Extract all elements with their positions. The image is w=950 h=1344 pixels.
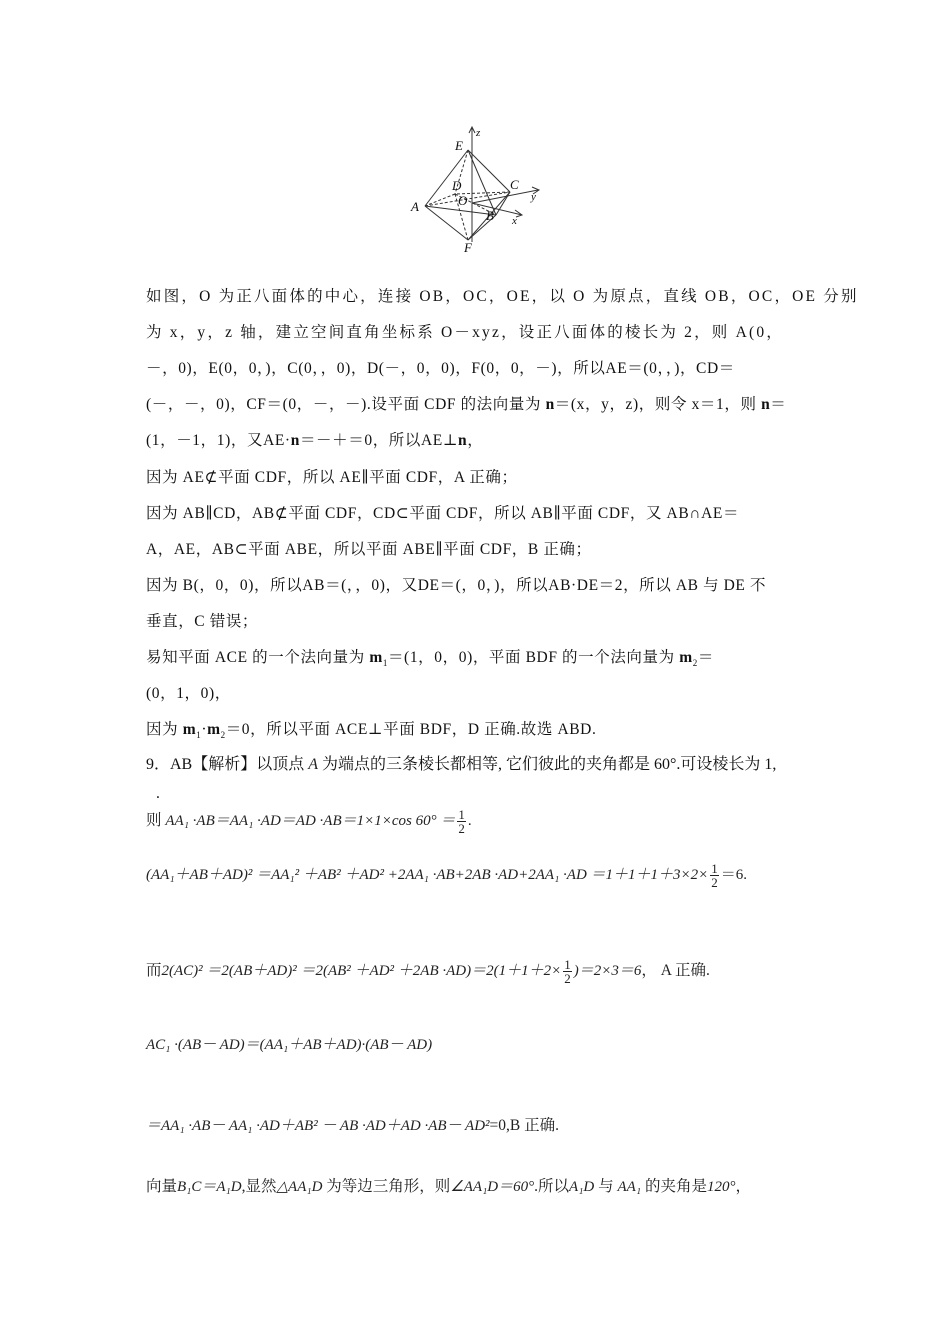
- label-z: z: [476, 127, 481, 139]
- text-part: ,显然: [241, 1178, 277, 1195]
- math-prefix: 则: [146, 812, 166, 829]
- math-line-4: AC₁ ·(AB－ AD)＝(AA₁＋AB＋AD)·(AB－ AD): [146, 1037, 433, 1053]
- text-part: 与: [594, 1178, 618, 1195]
- vector-m: m: [679, 649, 693, 666]
- label-y: y: [531, 191, 536, 203]
- fraction-half: [563, 958, 572, 985]
- line13-part: ＝0，所以平面 ACE⊥平面 BDF，D 正确.故选 ABD.: [225, 721, 597, 738]
- solution-line-6: 因为 AE⊄平面 CDF，所以 AE∥平面 CDF，A 正确；: [146, 469, 518, 486]
- solution-line-11: [146, 647, 811, 674]
- math-line-2: [146, 862, 811, 889]
- solution-line-10: 垂直，C 错误；: [146, 613, 259, 630]
- subscript: 1: [382, 658, 388, 669]
- label-A: A: [411, 199, 419, 214]
- math-expression: (AA₁＋AB＋AD)² ＝AA₁² ＋AB² ＋AD² +2AA₁ ·AB+2AB ·AD+2AA₁ ·AD ＝1＋1＋1＋3×2×: [146, 866, 709, 883]
- math-suffix: ＝6.: [720, 866, 748, 883]
- vector-n: n: [545, 396, 555, 413]
- text-part: .所以: [534, 1178, 570, 1195]
- edge-EC: [468, 150, 510, 192]
- fraction-numerator: 1: [564, 957, 571, 973]
- math-part: ∠AA₁D＝60°: [450, 1179, 535, 1195]
- stray-dot: .: [156, 785, 160, 802]
- fraction-half: [457, 808, 466, 835]
- fraction-half: [710, 862, 719, 889]
- label-C: C: [510, 177, 519, 192]
- text-part: 为等边三角形，则: [322, 1178, 451, 1195]
- math-line-5: [146, 1113, 811, 1135]
- octahedron-diagram: [400, 122, 560, 257]
- math-part: △AA₁D: [276, 1179, 323, 1195]
- math-suffix: .: [467, 813, 472, 829]
- dot: ·: [201, 721, 208, 738]
- solution-line-9: 因为 B(，0，0)，所以AB＝(，，0)，又DE＝(，0，)，所以AB·DE＝2，所以 AB 与 DE 不: [146, 577, 767, 594]
- label-F: F: [464, 240, 472, 255]
- problem-9-heading: [146, 754, 811, 776]
- math-suffix: =0,B 正确.: [489, 1117, 560, 1134]
- math-prefix: 而: [146, 962, 162, 979]
- fraction-numerator: 1: [711, 861, 718, 876]
- line4-part: (－，－，0)，CF＝(0，－，－).设平面 CDF 的法向量为: [146, 396, 546, 413]
- line14-part: 9．AB【解析】以顶点: [146, 756, 309, 773]
- fraction-numerator: 1: [458, 807, 465, 823]
- solution-line-5: [146, 430, 811, 452]
- vector-n: n: [458, 432, 468, 449]
- line4-part: ＝: [770, 396, 787, 413]
- solution-line-2: 为 x，y，z 轴，建立空间直角坐标系 O－xyz，设正八面体的棱长为 2，则 A(0，: [146, 324, 784, 341]
- math-line-3: [146, 958, 811, 985]
- math-part: AA₁: [617, 1179, 642, 1195]
- math-part: B₁C＝A₁D: [177, 1179, 242, 1195]
- math-expression: 2(AC)² ＝2(AB＋AD)² ＝2(AB² ＋AD² ＋2AB ·AD)＝2(1＋1＋2×: [161, 963, 562, 979]
- label-x: x: [512, 215, 517, 227]
- subscript: 2: [692, 658, 698, 669]
- label-E: E: [455, 138, 463, 153]
- solution-line-4: [146, 394, 811, 416]
- solution-line-12: (0，1，0)，: [146, 685, 231, 702]
- solution-line-1: 如图，O 为正八面体的中心，连接 OB，OC，OE，以 O 为原点，直线 OB，OC，OE 分别: [146, 288, 859, 305]
- text-part: 的夹角是: [641, 1178, 707, 1195]
- octahedron-figure: [400, 122, 560, 257]
- vector-m: m: [182, 721, 197, 738]
- fraction-denominator: 2: [458, 821, 465, 837]
- solution-line-3: －，0)，E(0，0，)，C(0，，0)，D(－，0，0)，F(0，0，－)，所以AE＝(0，，)，CD＝: [146, 360, 735, 377]
- math-expression: ＝AA₁ ·AB－ AA₁ ·AD＋AB² － AB ·AD＋AD ·AB－ AD²: [146, 1118, 490, 1134]
- math-expression: )＝2×3＝6: [573, 963, 642, 979]
- text-part: 向量: [146, 1178, 178, 1195]
- line4-part: ＝(x，y，z)，则令 x＝1，则: [554, 396, 762, 413]
- vector-m: m: [369, 649, 383, 666]
- math-line-6: [146, 1174, 811, 1196]
- solution-line-8: A，AE，AB⊂平面 ABE，所以平面 ABE∥平面 CDF，B 正确；: [146, 541, 592, 558]
- subscript: 1: [196, 730, 202, 741]
- vector-n: n: [290, 432, 300, 449]
- fraction-denominator: 2: [711, 875, 718, 890]
- line11-part: ＝: [697, 649, 714, 666]
- solution-line-13: [146, 719, 811, 746]
- line5-part: ＝－＋＝0，所以AE⊥: [299, 432, 459, 449]
- text-part: ，: [735, 1178, 751, 1195]
- line5-part: (1，－1，1)，又AE·: [146, 432, 291, 449]
- vector-n: n: [761, 396, 771, 413]
- edge-AC: [425, 192, 510, 206]
- math-part: A₁D: [569, 1179, 595, 1195]
- point-A: A: [308, 756, 319, 773]
- math-expression: AA₁ ·AB＝AA₁ ·AD＝AD ·AB＝1×1×cos 60° ＝: [165, 813, 456, 829]
- math-part: 120°: [706, 1179, 736, 1195]
- label-O: O: [458, 193, 468, 208]
- math-line-1: [146, 808, 811, 835]
- math-suffix: ， A 正确.: [641, 962, 710, 979]
- solution-line-7: 因为 AB∥CD，AB⊄平面 CDF，CD⊂平面 CDF，所以 AB∥平面 CDF，又 AB∩AE＝: [146, 505, 740, 522]
- line14-part: 为端点的三条棱长都相等, 它们彼此的夹角都是 60°.可设棱长为 1,: [318, 756, 777, 773]
- line5-part: ，: [467, 432, 484, 449]
- line11-part: 易知平面 ACE 的一个法向量为: [146, 649, 370, 666]
- line13-part: 因为: [146, 721, 183, 738]
- label-D: D: [452, 178, 462, 193]
- line11-part: ＝(1，0，0)，平面 BDF 的一个法向量为: [387, 649, 680, 666]
- subscript: 2: [220, 730, 226, 741]
- label-B: B: [486, 208, 494, 223]
- vector-m: m: [207, 721, 221, 738]
- fraction-denominator: 2: [564, 971, 571, 987]
